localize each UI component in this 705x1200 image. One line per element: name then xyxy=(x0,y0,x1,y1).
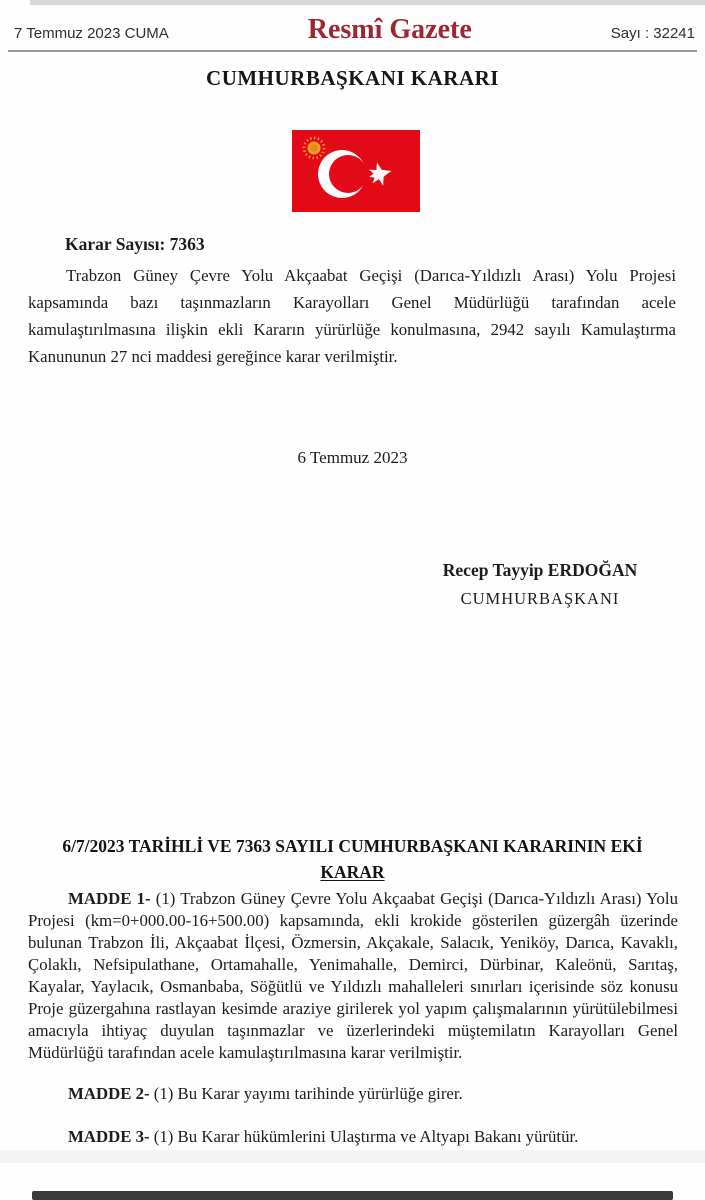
article-3-text: (1) Bu Karar hükümlerini Ulaştırma ve Altyapı Bakanı yürütür. xyxy=(153,1127,579,1146)
article-2-text: (1) Bu Karar yayımı tarihinde yürürlüğe girer. xyxy=(153,1084,463,1103)
gazette-date: 7 Temmuz 2023 CUMA xyxy=(14,25,169,42)
gazette-masthead: Resmî Gazete xyxy=(307,14,472,45)
article-1-text: (1) Trabzon Güney Çevre Yolu Akçaabat Geçişi (Darıca-Yıldızlı Arası) Yolu Projesi (km=0+000.00-16+500.00) kapsamında, ekli krokide gösterilen güzergâh üzerinde bulunan Trabzon İli, Akçaabat İlçesi, Özmersin, Akçakale, Salacık, Yeniköy, Darıca, Kavaklı, Çolaklı, Nefsipulathane, Ortamahalle, Yenimahalle, Demirci, Dürbinar, Kaleönü, Sarıtaş, Kayalar, Yaylacık, Osmanbaba, Söğütlü ve Yıldızlı mahalleleri sınırları içerisinde söz konusu Proje güzergahına rastlayan kesimde araziye girilerek yol yapım çalışmalarının yürütülebilmesi amacıyla ihtiyaç duyulan taşınmazlar ve üzerlerindeki müştemilatın Karayolları Genel Müdürlüğü tarafından acele kamulaştırılmasına karar verilmiştir. xyxy=(28,889,678,1062)
signature-name: Recep Tayyip ERDOĞAN xyxy=(442,560,638,580)
gazette-header xyxy=(14,14,695,46)
decree-date: 6 Temmuz 2023 xyxy=(297,448,408,467)
header-divider xyxy=(8,50,697,52)
article-3-label: MADDE 3- xyxy=(68,1127,150,1146)
article-1-label: MADDE 1- xyxy=(68,889,151,908)
signature-title: CUMHURBAŞKANI xyxy=(460,589,620,608)
signature-block xyxy=(380,560,700,609)
bottom-scan-bar xyxy=(32,1191,673,1200)
gazette-issue-number: Sayı : 32241 xyxy=(610,25,695,42)
article-1-paragraph xyxy=(28,888,678,1064)
article-2-label: MADDE 2- xyxy=(68,1084,150,1103)
article-2-paragraph xyxy=(28,1083,678,1105)
scan-top-edge xyxy=(30,0,705,5)
article-3-paragraph xyxy=(28,1126,678,1148)
decision-number: Karar Sayısı: 7363 xyxy=(65,234,205,254)
decree-body-paragraph: Trabzon Güney Çevre Yolu Akçaabat Geçişi (Darıca-Yıldızlı Arası) Yolu Projesi kapsamında bazı taşınmazların Karayolları Genel Müdürlüğü tarafından acele kamulaştırılmasına ilişkin ekli Kararın yürürlüğe konulmasına, 2942 sayılı Kamulaştırma Kanununun 27 nci maddesi gereğince karar verilmiştir. xyxy=(28,266,676,366)
annex-heading-line2: KARAR xyxy=(320,862,385,882)
annex-heading xyxy=(30,833,675,885)
turkish-flag-icon xyxy=(292,130,420,212)
decree-title: CUMHURBAŞKANI KARARI xyxy=(206,66,499,90)
annex-heading-line1: 6/7/2023 TARİHLİ VE 7363 SAYILI CUMHURBAŞKANI KARARININ EKİ xyxy=(62,836,643,856)
scan-bottom-edge xyxy=(0,1150,705,1163)
